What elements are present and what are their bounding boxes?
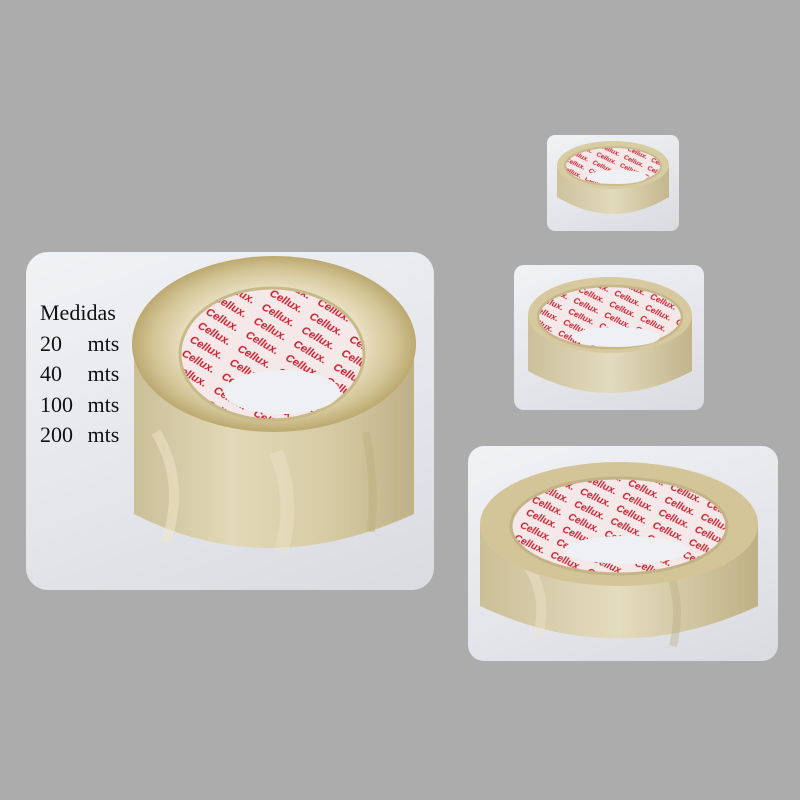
size-list-heading: Medidas bbox=[40, 300, 116, 325]
tape-photo-medium bbox=[514, 265, 704, 410]
size-unit: mts bbox=[87, 330, 120, 356]
size-list bbox=[40, 298, 119, 451]
size-amount: 40 bbox=[40, 361, 62, 386]
tape-photo-small bbox=[547, 135, 679, 231]
size-item bbox=[40, 359, 119, 390]
tape-roll-medium-image bbox=[514, 265, 704, 410]
size-item bbox=[40, 420, 119, 451]
tape-photo-large bbox=[468, 446, 778, 661]
size-amount: 20 bbox=[40, 330, 62, 356]
tape-roll-large-side-image bbox=[468, 446, 778, 661]
size-item bbox=[40, 390, 119, 421]
size-item bbox=[40, 329, 119, 360]
tape-roll-small-image bbox=[547, 135, 679, 231]
size-amount: 100 bbox=[40, 391, 73, 417]
size-unit: mts bbox=[87, 391, 120, 417]
size-amount: 200 bbox=[40, 422, 73, 447]
size-unit: mts bbox=[87, 361, 120, 386]
size-unit: mts bbox=[87, 422, 120, 447]
